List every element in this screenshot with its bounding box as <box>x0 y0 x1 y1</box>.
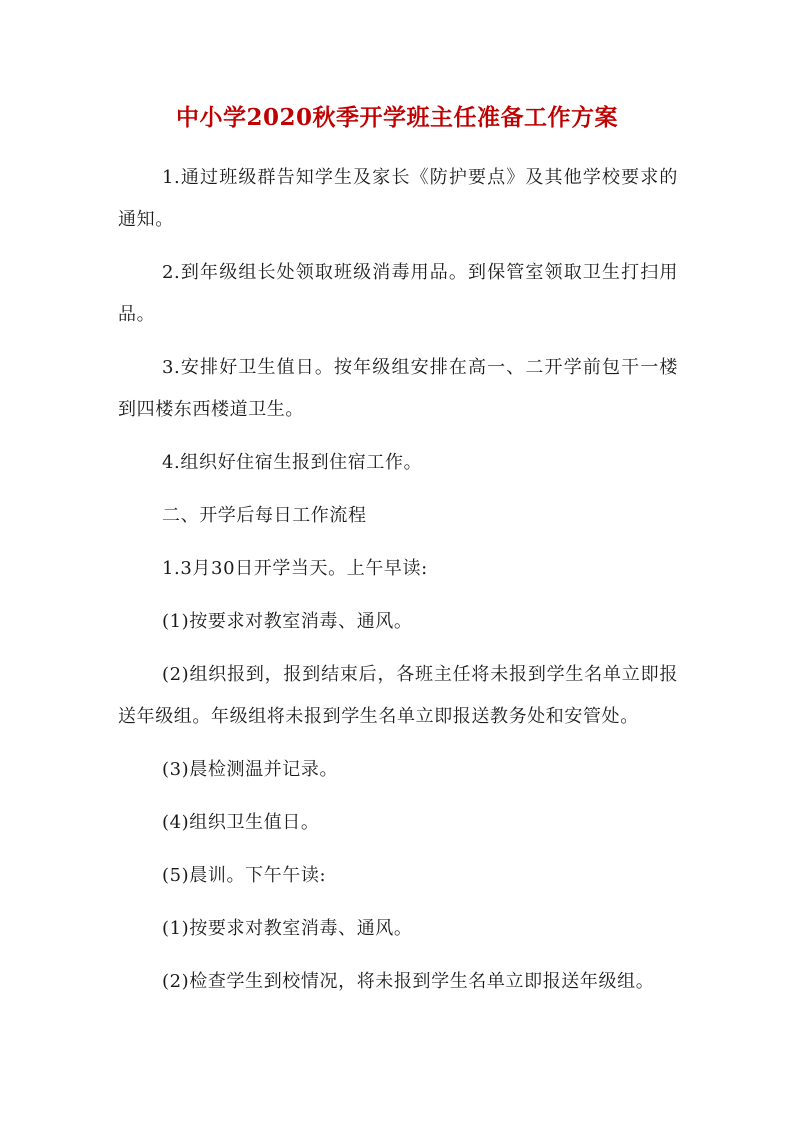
document-title: 中小学2020秋季开学班主任准备工作方案 <box>175 104 618 131</box>
paragraph-13: (2)检查学生到校情况，将未报到学生名单立即报送年级组。 <box>162 971 655 992</box>
paragraph-3: 3.安排好卫生值日。按年级组安排在高一、二开学前包干一楼到四楼东西楼道卫生。 <box>118 357 678 420</box>
paragraph-2: 2.到年级组长处领取班级消毒用品。到保管室领取卫生打扫用品。 <box>118 262 678 325</box>
paragraph-4: 4.组织好住宿生报到住宿工作。 <box>162 452 423 473</box>
paragraph-10: (4)组织卫生值日。 <box>162 812 320 833</box>
paragraph-9: (3)晨检测温并记录。 <box>162 759 339 780</box>
paragraph-11: (5)晨训。下午午读: <box>162 865 327 886</box>
paragraph-8: (2)组织报到，报到结束后，各班主任将未报到学生名单立即报送年级组。年级组将未报到学生名单立即报送教务处和安管处。 <box>118 664 678 727</box>
section-heading: 二、开学后每日工作流程 <box>162 505 367 526</box>
paragraph-7: (1)按要求对教室消毒、通风。 <box>162 611 413 632</box>
paragraph-1: 1.通过班级群告知学生及家长《防护要点》及其他学校要求的通知。 <box>118 167 678 230</box>
paragraph-12: (1)按要求对教室消毒、通风。 <box>162 918 413 939</box>
paragraph-6: 1.3月30日开学当天。上午早读: <box>162 558 428 579</box>
document-body <box>118 157 678 1014</box>
